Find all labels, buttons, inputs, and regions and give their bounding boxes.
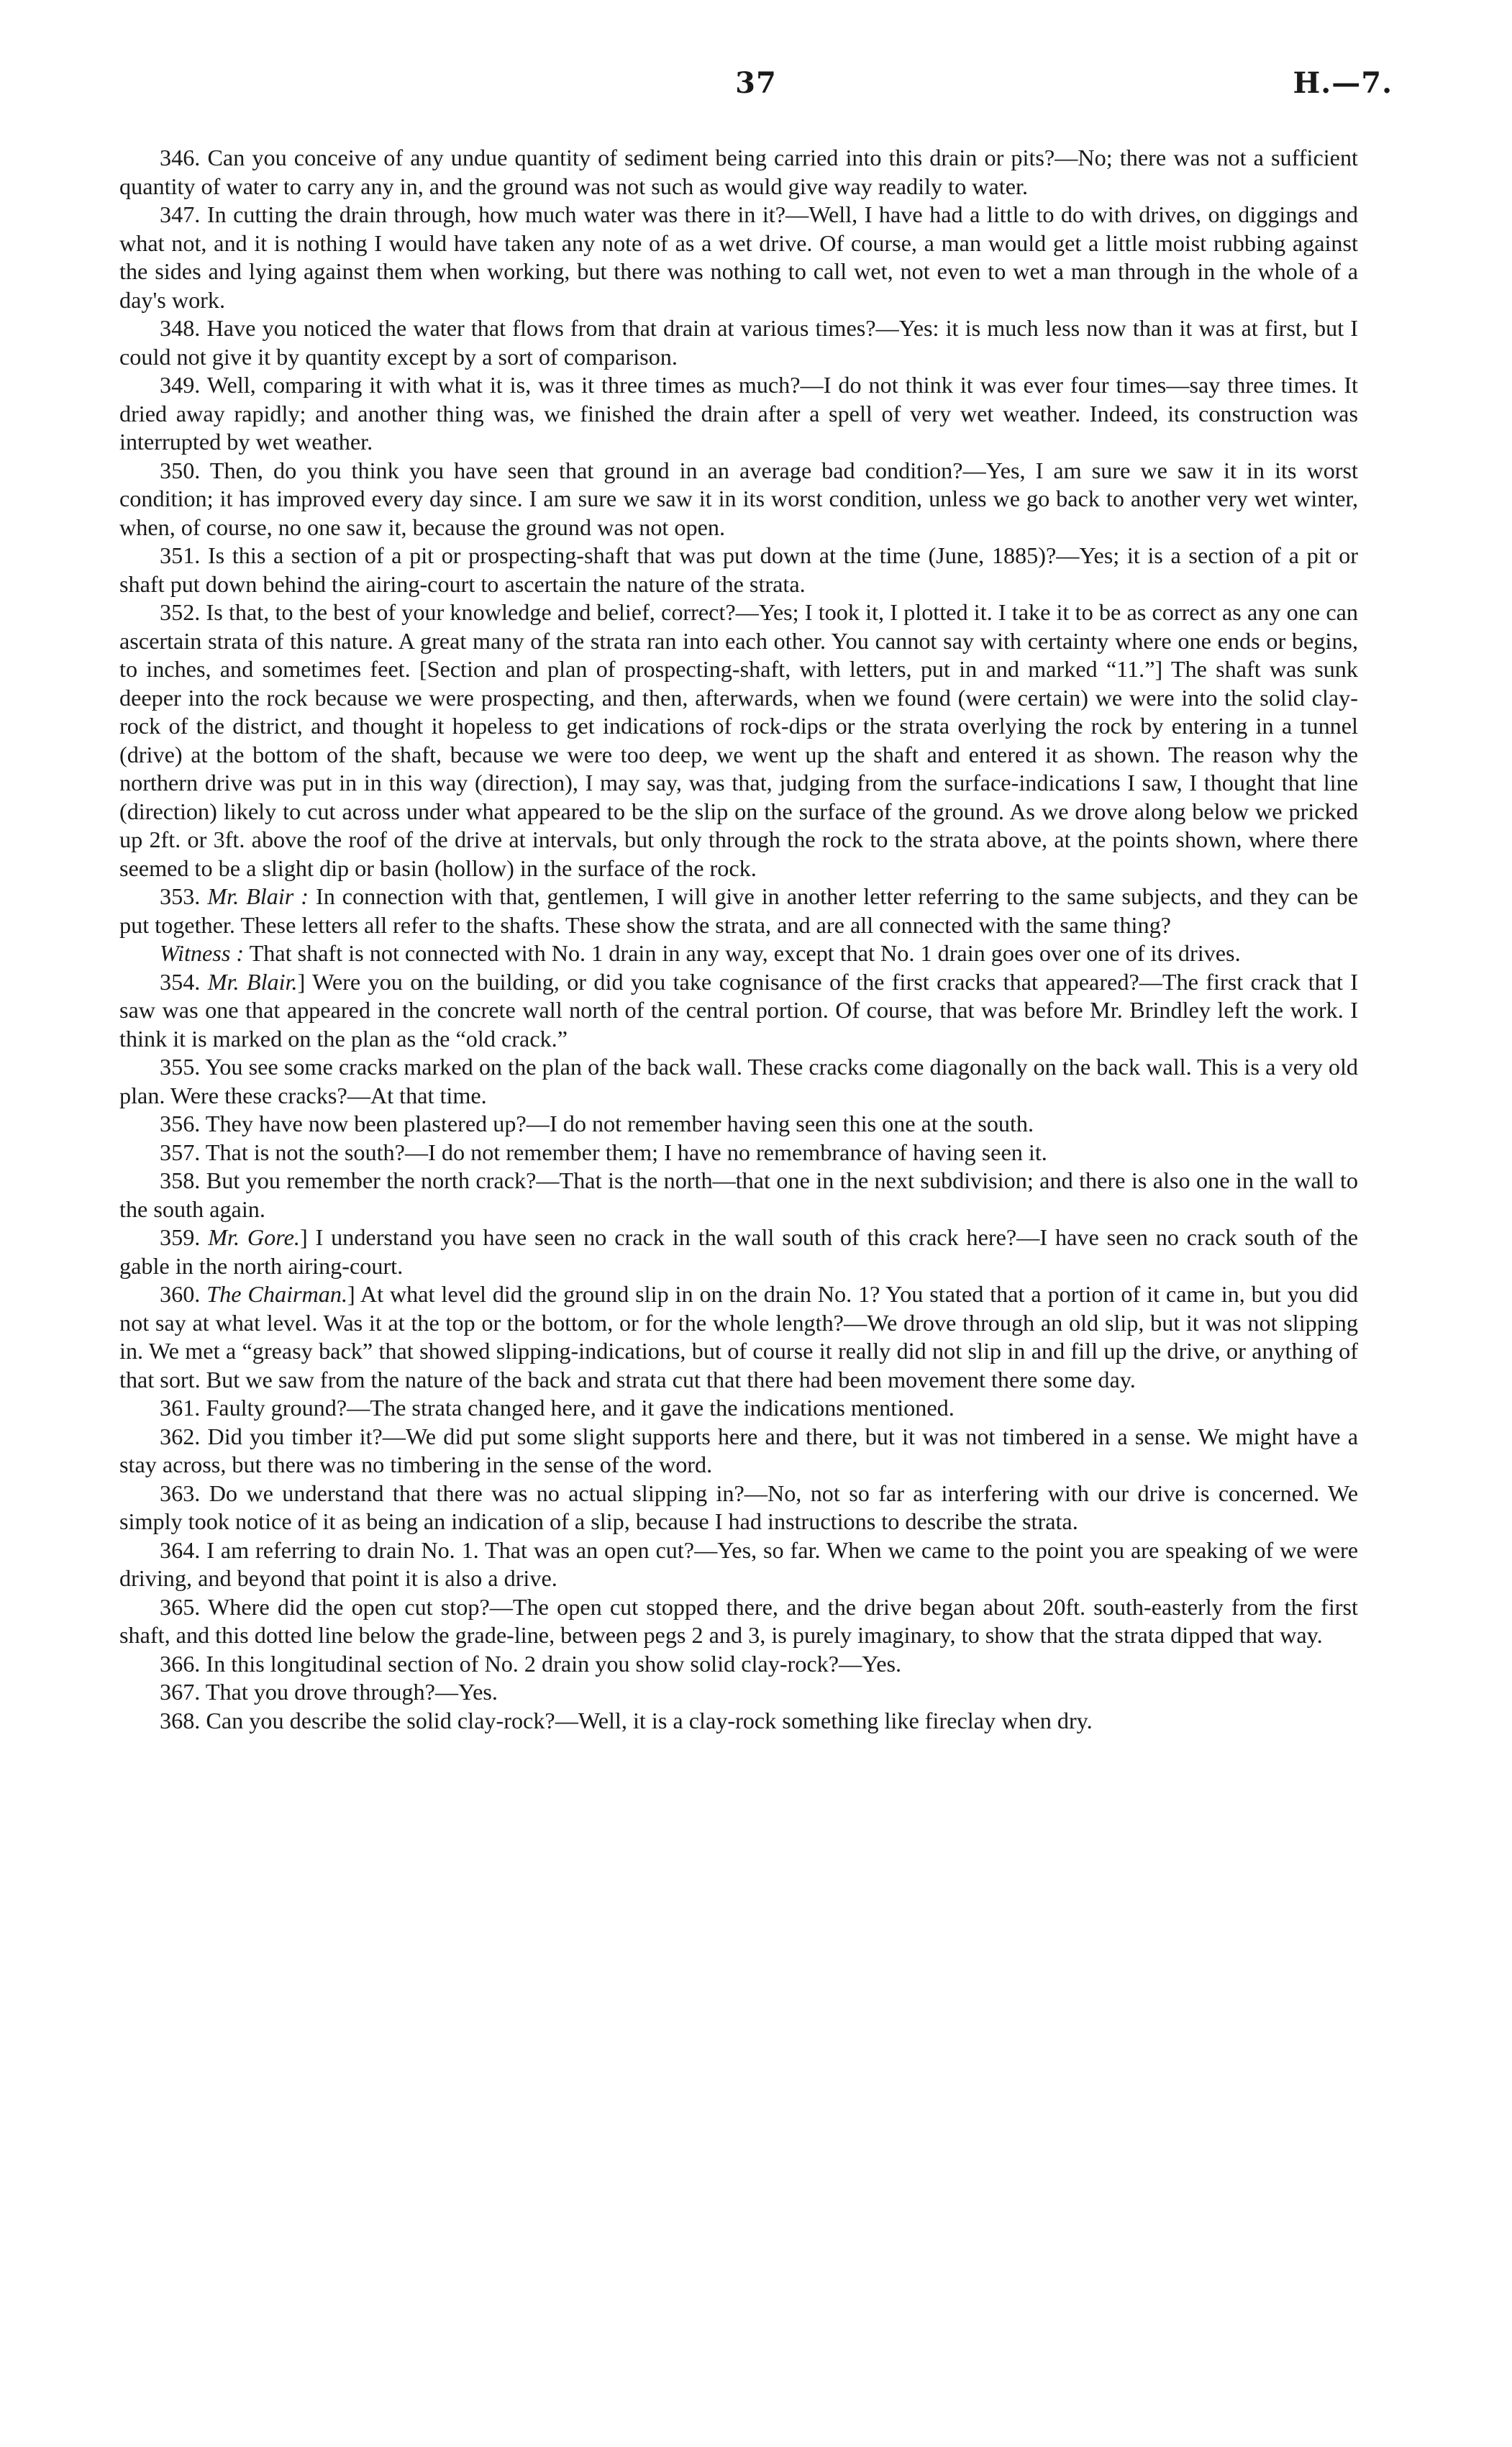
speaker-name: Witness : [160, 940, 245, 966]
speaker-name: Mr. Gore. [208, 1224, 300, 1250]
question-answer-paragraph [119, 883, 1358, 939]
question-answer-paragraph [119, 968, 1358, 1054]
paragraph-text: 368. Can you describe the solid clay-rock?—Well, it is a clay-rock something like fireclay when dry. [160, 1707, 1093, 1733]
paragraph-text: 364. I am referring to drain No. 1. That was an open cut?—Yes, so far. When we came to the point you are speaking of we were driving, and beyond that point it is also a drive. [119, 1536, 1358, 1591]
speaker-name: The Chairman. [206, 1281, 348, 1307]
paragraph-text: 354. [160, 968, 208, 995]
question-answer-paragraph [119, 1053, 1358, 1110]
question-answer-paragraph [119, 201, 1358, 314]
paragraph-text: 349. Well, comparing it with what it is, was it three times as much?—I do not think it was ever four times—say three times. It dried away rapidly; and another thing was, we finished the drain after a spell of very wet weather. Indeed, its construction was interrupted by wet weather. [119, 372, 1358, 455]
paragraph-text: 363. Do we understand that there was no actual slipping in?—No, not so far as interfering with our drive is concerned. We simply took notice of it as being an indication of a slip, because I had instructions to describe the strata. [119, 1480, 1358, 1534]
question-answer-paragraph [119, 371, 1358, 457]
question-answer-paragraph [119, 1650, 1358, 1679]
paragraph-text: 366. In this longitudinal section of No. 2 drain you show solid clay-rock?—Yes. [160, 1650, 902, 1677]
paragraph-text: 352. Is that, to the best of your knowledge and belief, correct?—Yes; I took it, I plotted it. I take it to be as correct as any one can ascertain strata of this nature. A great many of the strata ran into each other. You cannot say with certainty where one ends or begins, to inches, and sometimes feet. [Section and plan of prospecting-shaft, with letters, put in and marked “11.”] The shaft was sunk deeper into the rock because we were prospecting, and then, afterwards, when we found (were certain) we were into the solid clay-rock of the district, and thought it hopeless to get indications of rock-dips or the strata overlying the rock by entering in a tunnel (drive) at the bottom of the shaft, because we were too deep, we went up the shaft and entered it as shown. The reason why the northern drive was put in in this way (direction), I may say, was that, judging from the surface-indications I saw, I thought that line (direction) likely to cut across under what appeared to be the slip on the surface of the ground. As we drove along below we pricked up 2ft. or 3ft. above the roof of the drive at intervals, but only through the rock to the strata above, at the points shown, where there seemed to be a slight dip or basin (hollow) in the surface of the rock. [119, 599, 1358, 881]
paragraph-text: 357. That is not the south?—I do not remember them; I have no remembrance of having seen it. [160, 1139, 1047, 1165]
question-answer-paragraph [119, 1536, 1358, 1593]
question-answer-paragraph [119, 1678, 1358, 1707]
paragraph-text: 367. That you drove through?—Yes. [160, 1679, 498, 1705]
paragraph-text: 348. Have you noticed the water that flows from that drain at various times?—Yes: it is much less now than it was at first, but I could not give it by quantity except by a sort of comparison. [119, 315, 1358, 370]
speaker-name: Mr. Blair. [207, 968, 298, 995]
question-answer-paragraph [119, 598, 1358, 883]
paragraph-text: 353. [160, 883, 208, 909]
question-answer-paragraph [119, 1167, 1358, 1224]
question-answer-paragraph [119, 1707, 1358, 1736]
question-answer-paragraph [119, 1480, 1358, 1536]
paragraph-text: 365. Where did the open cut stop?—The open cut stopped there, and the drive began about 20ft. south-easterly from the first shaft, and this dotted line below the grade-line, between pegs 2 and 3, is purely imaginary, to show that the strata dipped that way. [119, 1593, 1358, 1648]
question-answer-paragraph [119, 1139, 1358, 1167]
question-answer-paragraph [119, 1593, 1358, 1650]
paragraph-text: 361. Faulty ground?—The strata changed here, and it gave the indications mentioned. [160, 1395, 955, 1421]
paragraph-text: 360. [160, 1281, 207, 1307]
paragraph-text: ] I understand you have seen no crack in the wall south of this crack here?—I have seen no crack south of the gable in the north airing-court. [119, 1224, 1358, 1279]
paragraph-text: ] Were you on the building, or did you take cognisance of the first cracks that appeared?—The first crack that I saw was one that appeared in the concrete wall north of the central portion. Of course, that was before Mr. Brindley left the work. I think it is marked on the plan as the “old crack.” [119, 968, 1358, 1052]
paragraph-text: 347. In cutting the drain through, how much water was there in it?—Well, I have had a little to do with drives, on diggings and what not, and it is nothing I would have taken any note of as a wet drive. Of course, a man would get a little moist rubbing against the sides and lying against them when working, but there was nothing to call wet, not even to wet a man through in the whole of a day's work. [119, 201, 1358, 313]
paragraph-text: 346. Can you conceive of any undue quantity of sediment being carried into this drain or pits?—No; there was not a sufficient quantity of water to carry any in, and the ground was not such as would give way readily to water. [119, 145, 1358, 199]
paragraph-text: 350. Then, do you think you have seen that ground in an average bad condition?—Yes, I am sure we saw it in its worst condition; it has improved every day since. I am sure we saw it in its worst condition, unless we go back to another very wet winter, when, of course, no one saw it, because the ground was not open. [119, 457, 1358, 540]
paragraph-text: 359. [160, 1224, 209, 1250]
question-answer-paragraph [119, 1423, 1358, 1480]
page-header [119, 66, 1393, 109]
page-number: 37 [735, 66, 777, 100]
paragraph-text: 351. Is this a section of a pit or prospecting-shaft that was put down at the time (June, 1885)?—Yes; it is a section of a pit or shaft put down behind the airing-court to ascertain the nature of the strata. [119, 542, 1358, 597]
question-answer-paragraph [119, 1280, 1358, 1394]
paragraph-text: 356. They have now been plastered up?—I do not remember having seen this one at the south. [160, 1111, 1034, 1136]
paragraph-text: That shaft is not connected with No. 1 drain in any way, except that No. 1 drain goes over one of its drives. [244, 940, 1241, 966]
question-answer-paragraph [119, 314, 1358, 371]
question-answer-paragraph [119, 939, 1358, 968]
document-reference: H.—7. [1293, 66, 1393, 100]
question-answer-paragraph [119, 1224, 1358, 1280]
question-answer-paragraph [119, 542, 1358, 598]
question-answer-paragraph [119, 457, 1358, 542]
paragraph-text: ] At what level did the ground slip in on the drain No. 1? You stated that a portion of it came in, but you did not say at what level. Was it at the top or the bottom, or for the whole length?—We drove through an old slip, but it was not slipping in. We met a “greasy back” that showed slipping-indications, but of course it really did not slip in and fill up the drive, or anything of that sort. But we saw from the nature of the back and strata cut that there had been movement there some day. [119, 1281, 1359, 1393]
question-answer-paragraph [119, 144, 1358, 201]
paragraph-text: In connection with that, gentlemen, I will give in another letter referring to the same subjects, and they can be put together. These letters all refer to the shafts. These show the strata, and are all connected with the same thing? [119, 883, 1359, 938]
paragraph-text: 362. Did you timber it?—We did put some slight supports here and there, but it was not timbered in a sense. We might have a stay across, but there was no timbering in the sense of the word. [119, 1423, 1358, 1477]
paragraph-text: 355. You see some cracks marked on the plan of the back wall. These cracks come diagonally on the back wall. This is a very old plan. Were these cracks?—At that time. [119, 1054, 1358, 1108]
question-answer-paragraph [119, 1394, 1358, 1423]
question-answer-paragraph [119, 1110, 1358, 1139]
speaker-name: Mr. Blair : [207, 883, 309, 909]
paragraph-text: 358. But you remember the north crack?—That is the north—that one in the next subdivision; and there is also one in the wall to the south again. [119, 1167, 1358, 1222]
evidence-transcript [119, 144, 1358, 1735]
